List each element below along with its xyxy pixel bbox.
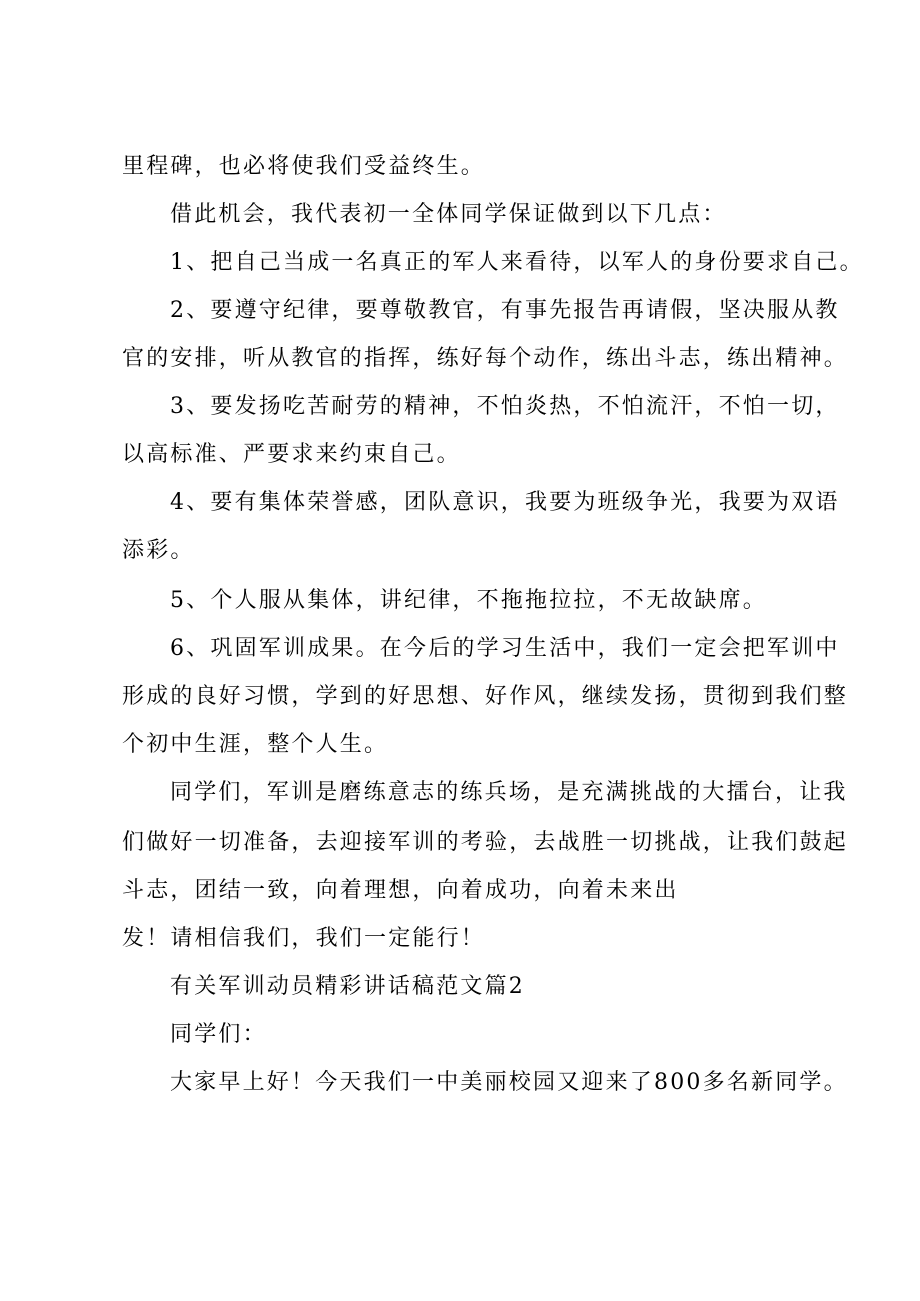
text-line: 里程碑，也必将使我们受益终生。	[122, 154, 486, 179]
text-line: 斗志，团结一致，向着理想，向着成功，向着未来出	[122, 878, 679, 903]
text-line: 6、巩固军训成果。在今后的学习生活中，我们一定会把军训中	[170, 636, 840, 661]
text-line: 2、要遵守纪律，要尊敬教官，有事先报告再请假，坚决服从教	[170, 298, 840, 323]
text-line: 4、要有集体荣誉感，团队意识，我要为班级争光，我要为双语	[170, 490, 840, 515]
text-line: 1、把自己当成一名真正的军人来看待，以军人的身份要求自己。	[170, 250, 864, 275]
text-line: 同学们，军训是磨练意志的练兵场，是充满挑战的大擂台，让我	[170, 780, 848, 805]
text-line: 官的安排，听从教官的指挥，练好每个动作，练出斗志，练出精神。	[122, 346, 849, 371]
text-line: 有关军训动员精彩讲话稿范文篇2	[170, 974, 525, 999]
text-line: 借此机会，我代表初一全体同学保证做到以下几点：	[170, 202, 727, 227]
text-line: 5、个人服从集体，讲纪律，不拖拖拉拉，不无故缺席。	[170, 588, 767, 613]
text-line: 形成的良好习惯，学到的好思想、好作风，继续发扬，贯彻到我们整	[122, 684, 849, 709]
text-line: 们做好一切准备，去迎接军训的考验，去战胜一切挑战，让我们鼓起	[122, 830, 849, 855]
text-line: 个初中生涯，整个人生。	[122, 732, 389, 757]
text-line: 发！请相信我们，我们一定能行！	[122, 926, 486, 951]
text-line: 以高标准、严要求来约束自己。	[122, 442, 461, 467]
text-line: 同学们：	[170, 1022, 267, 1047]
text-line: 添彩。	[122, 538, 195, 563]
text-line: 3、要发扬吃苦耐劳的精神，不怕炎热，不怕流汗，不怕一切，	[170, 394, 840, 419]
text-line: 大家早上好！今天我们一中美丽校园又迎来了800多名新同学。	[170, 1070, 848, 1095]
